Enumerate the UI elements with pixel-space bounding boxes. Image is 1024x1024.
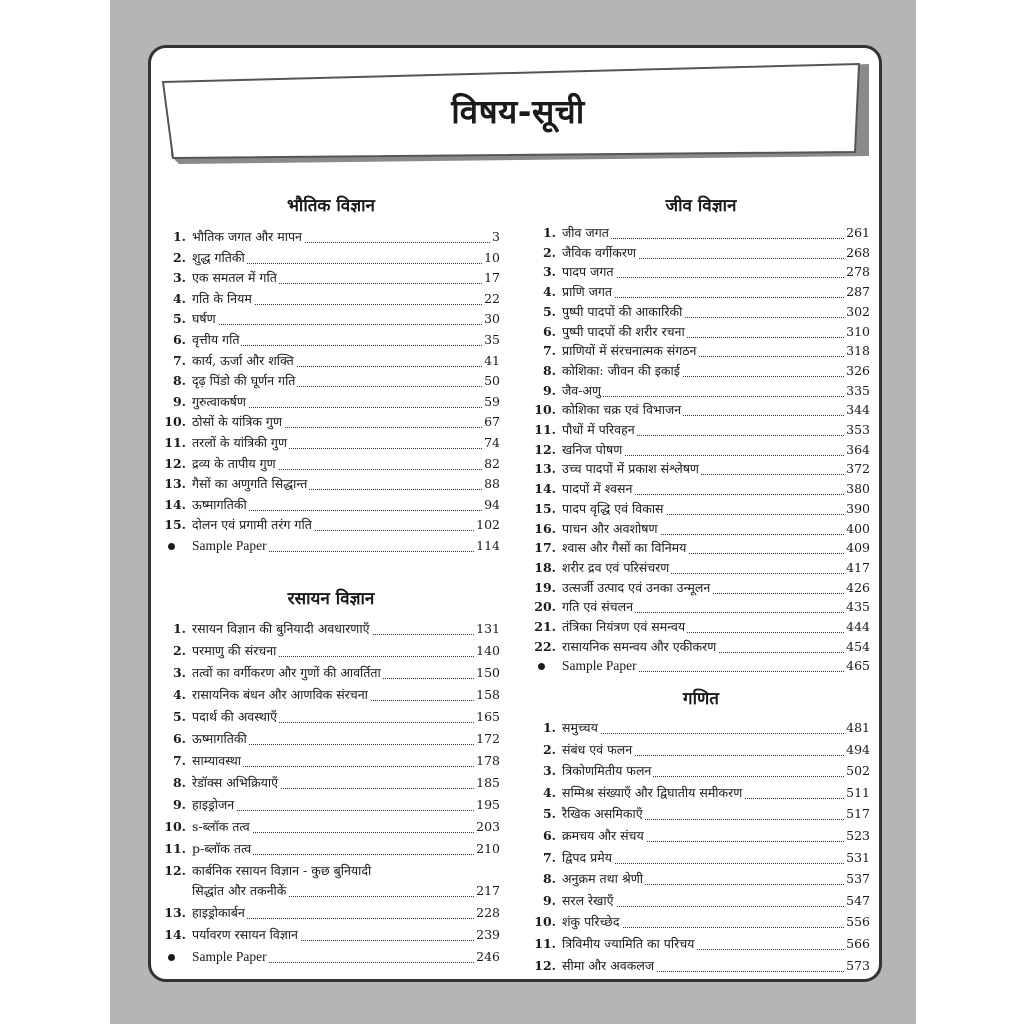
- toc-entry[interactable]: [532, 500, 870, 518]
- entry-title-line2: सिद्धांत और तकनीकें: [192, 883, 287, 898]
- toc-entry[interactable]: [162, 475, 500, 493]
- toc-entry[interactable]: [532, 719, 870, 737]
- toc-entry[interactable]: [532, 224, 870, 242]
- toc-entry[interactable]: [532, 362, 870, 380]
- entry-page: 217: [476, 883, 500, 898]
- entry-page: 140: [476, 643, 500, 658]
- entry-title: श्वास और गैसों का विनिमय: [562, 540, 687, 556]
- entry-title: जैव-अणु: [562, 382, 602, 398]
- toc-entry[interactable]: [162, 290, 500, 308]
- entry-page: 210: [476, 841, 500, 856]
- entry-number: 4.: [172, 687, 186, 702]
- entry-number: 2.: [542, 741, 556, 757]
- entry-number: 6.: [172, 731, 186, 746]
- toc-entry[interactable]: [532, 283, 870, 301]
- entry-number: 22.: [534, 638, 556, 654]
- entry-page: 67: [484, 414, 500, 430]
- entry-number: 21.: [534, 619, 556, 634]
- entry-page: 35: [484, 332, 500, 347]
- entry-page: 494: [846, 741, 870, 757]
- toc-entry-continuation[interactable]: [162, 882, 500, 900]
- toc-entry[interactable]: [532, 323, 870, 341]
- toc-entry[interactable]: [532, 870, 870, 888]
- toc-entry[interactable]: [162, 948, 500, 966]
- entry-title: Sample Paper: [562, 658, 637, 674]
- entry-page: 511: [846, 784, 870, 800]
- toc-entry[interactable]: [162, 818, 500, 836]
- entry-page: 59: [484, 393, 500, 409]
- entry-page: 400: [846, 520, 870, 536]
- toc-entry[interactable]: [162, 228, 500, 246]
- entry-page: 326: [846, 362, 870, 378]
- entry-number: 6.: [542, 828, 556, 843]
- entry-page: 465: [846, 658, 870, 674]
- entry-number: 11.: [164, 841, 186, 856]
- entry-title: जैविक वर्गीकरण: [562, 244, 637, 260]
- entry-title: p-ब्लॉक तत्व: [192, 841, 252, 856]
- entry-title: भौतिक जगत और मापन: [192, 229, 302, 244]
- entry-number: 3.: [542, 264, 556, 280]
- section-heading-maths: गणित: [683, 689, 719, 709]
- entry-title: ऊष्मागतिकी: [192, 731, 247, 746]
- entry-title: पुष्पी पादपों की शरीर रचना: [562, 323, 685, 339]
- entry-number: 4.: [172, 290, 186, 306]
- entry-title: परमाणु की संरचना: [192, 643, 277, 658]
- toc-entry[interactable]: [162, 862, 500, 880]
- entry-number: 14.: [164, 496, 186, 512]
- entry-title: दोलन एवं प्रगामी तरंग गति: [192, 517, 312, 533]
- entry-title: रसायन विज्ञान की बुनियादी अवधारणाएँ: [192, 621, 370, 636]
- entry-page: 74: [484, 435, 500, 450]
- toc-entry[interactable]: [532, 382, 870, 400]
- entry-number: 1.: [542, 225, 556, 240]
- entry-title: गैसों का अणुगति सिद्धान्त: [192, 476, 308, 492]
- entry-number: 7.: [542, 343, 556, 359]
- entry-page: 444: [846, 619, 870, 634]
- toc-entry[interactable]: [162, 516, 500, 534]
- bullet-icon: [168, 543, 175, 550]
- toc-entry[interactable]: [532, 618, 870, 636]
- bullet-icon: [538, 663, 545, 670]
- entry-title: शुद्ध गतिकी: [192, 249, 245, 265]
- entry-number: 13.: [164, 905, 186, 920]
- entry-page: 573: [846, 957, 870, 973]
- entry-page: 268: [846, 244, 870, 260]
- toc-entry[interactable]: [532, 638, 870, 656]
- toc-entry[interactable]: [162, 537, 500, 555]
- entry-page: 372: [846, 461, 870, 477]
- entry-title: गति एवं संचलन: [562, 599, 634, 615]
- toc-entry[interactable]: [532, 579, 870, 597]
- toc-entry[interactable]: [532, 741, 870, 759]
- section-heading-chemistry: रसायन विज्ञान: [287, 589, 375, 609]
- entry-number: 12.: [534, 441, 556, 457]
- entry-number: 2.: [172, 249, 186, 265]
- entry-page: 261: [846, 225, 870, 240]
- entry-number: 16.: [534, 520, 556, 536]
- toc-entry[interactable]: [532, 303, 870, 321]
- entry-page: 556: [846, 914, 870, 930]
- entry-number: 8.: [542, 871, 556, 887]
- toc-entry[interactable]: [162, 413, 500, 431]
- entry-title: कोशिका: जीवन की इकाई: [562, 362, 680, 378]
- bullet-icon: [168, 954, 175, 961]
- entry-number: 15.: [164, 517, 186, 533]
- entry-page: 150: [476, 665, 500, 680]
- entry-number: 20.: [534, 599, 556, 615]
- entry-number: 6.: [172, 332, 186, 347]
- toc-entry[interactable]: [532, 657, 870, 675]
- entry-page: 409: [846, 540, 870, 556]
- section-heading-physics: भौतिक विज्ञान: [286, 196, 375, 216]
- entry-number: 8.: [172, 373, 186, 389]
- entry-number: 4.: [542, 784, 556, 800]
- entry-number: 10.: [534, 914, 556, 930]
- toc-entry[interactable]: [532, 913, 870, 931]
- entry-number: 6.: [542, 323, 556, 339]
- entry-number: 4.: [542, 284, 556, 300]
- toc-entry[interactable]: [162, 686, 500, 704]
- entry-number: 1.: [172, 621, 186, 636]
- entry-title: शंकु परिच्छेद: [562, 914, 620, 930]
- entry-page: 41: [484, 352, 500, 368]
- entry-number: 11.: [164, 435, 186, 450]
- entry-page: 481: [846, 720, 870, 735]
- page-title: विषय-सूची: [451, 92, 585, 131]
- entry-page: 22: [484, 290, 500, 306]
- entry-number: 9.: [172, 797, 186, 812]
- toc-entry[interactable]: [532, 342, 870, 360]
- toc-entry[interactable]: [162, 904, 500, 922]
- entry-page: 502: [846, 763, 870, 779]
- toc-entry[interactable]: [162, 796, 500, 814]
- entry-title: तरलों के यांत्रिकी गुण: [192, 435, 288, 450]
- entry-title: पर्यावरण रसायन विज्ञान: [192, 927, 298, 942]
- entry-page: 17: [484, 270, 500, 286]
- entry-title: पदार्थ की अवस्थाएँ: [192, 709, 277, 724]
- toc-entry[interactable]: [162, 496, 500, 514]
- toc-entry[interactable]: [532, 539, 870, 557]
- entry-page: 158: [476, 687, 500, 702]
- entry-title: रेडॉक्स अभिक्रियाएँ: [192, 775, 279, 790]
- toc-entry[interactable]: [162, 310, 500, 328]
- entry-title: सरल रेखाएँ: [562, 892, 614, 908]
- toc-entry[interactable]: [532, 421, 870, 439]
- toc-entry[interactable]: [532, 892, 870, 910]
- toc-entry[interactable]: [532, 559, 870, 577]
- entry-page: 102: [476, 517, 500, 533]
- dot-leader: [562, 733, 870, 734]
- entry-number: 7.: [172, 352, 186, 368]
- entry-title: पादपों में श्वसन: [562, 481, 633, 497]
- entry-page: 30: [484, 311, 500, 327]
- entry-title: पाचन और अवशोषण: [562, 520, 658, 536]
- entry-page: 287: [846, 284, 870, 300]
- entry-page: 417: [846, 559, 870, 575]
- entry-page: 10: [484, 249, 500, 265]
- entry-page: 94: [484, 496, 500, 512]
- entry-number: 13.: [164, 476, 186, 492]
- entry-title: घर्षण: [192, 311, 216, 327]
- entry-title: ठोसों के यांत्रिक गुण: [192, 414, 283, 430]
- toc-entry[interactable]: [532, 244, 870, 262]
- entry-title: पौधों में परिवहन: [562, 422, 635, 437]
- entry-title: पादप जगत: [562, 264, 614, 280]
- toc-entry[interactable]: [162, 752, 500, 770]
- toc-entry[interactable]: [162, 708, 500, 726]
- entry-page: 228: [476, 905, 500, 920]
- toc-entry[interactable]: [162, 331, 500, 349]
- entry-page: 318: [846, 343, 870, 359]
- toc-entry[interactable]: [162, 642, 500, 660]
- entry-title: कार्य, ऊर्जा और शक्ति: [192, 352, 294, 368]
- entry-number: 8.: [542, 362, 556, 378]
- entry-number: 11.: [534, 936, 556, 951]
- entry-number: 17.: [534, 540, 556, 556]
- entry-title: त्रिविमीय ज्यामिति का परिचय: [562, 936, 695, 951]
- dot-leader: [562, 396, 870, 397]
- entry-number: 9.: [542, 382, 556, 398]
- entry-page: 246: [476, 949, 500, 964]
- entry-title: तंत्रिका नियंत्रण एवं समन्वय: [562, 619, 686, 634]
- entry-title: सम्मिश्र संख्याएँ और द्विघातीय समीकरण: [562, 784, 743, 800]
- toc-entry[interactable]: [532, 598, 870, 616]
- entry-title: पुष्पी पादपों की आकारिकी: [562, 303, 683, 319]
- entry-page: 566: [846, 936, 870, 951]
- entry-number: 5.: [172, 709, 186, 724]
- dot-leader: [192, 810, 500, 811]
- toc-entry[interactable]: [532, 520, 870, 538]
- toc-entry[interactable]: [162, 664, 500, 682]
- entry-page: 50: [484, 373, 500, 389]
- entry-title: प्राणि जगत: [562, 284, 613, 300]
- entry-number: 14.: [534, 481, 556, 497]
- entry-page: 3: [492, 229, 500, 244]
- entry-title: उच्च पादपों में प्रकाश संश्लेषण: [562, 461, 699, 477]
- entry-title: वृत्तीय गति: [192, 332, 240, 347]
- entry-number: 1.: [172, 229, 186, 244]
- entry-page: 523: [846, 828, 870, 843]
- entry-title: साम्यावस्था: [192, 753, 242, 768]
- entry-number: 7.: [542, 849, 556, 865]
- entry-title: कार्बनिक रसायन विज्ञान - कुछ बुनियादी: [192, 863, 372, 878]
- entry-title: अनुक्रम तथा श्रेणी: [562, 871, 643, 887]
- toc-entry[interactable]: [532, 805, 870, 823]
- entry-page: 165: [476, 709, 500, 724]
- entry-title: प्राणियों में संरचनात्मक संगठन: [562, 343, 697, 359]
- section-heading-biology: जीव विज्ञान: [665, 196, 737, 216]
- entry-number: 14.: [164, 927, 186, 942]
- toc-entry[interactable]: [532, 827, 870, 845]
- entry-page: 517: [846, 806, 870, 822]
- toc-entry[interactable]: [532, 762, 870, 780]
- entry-number: 5.: [542, 806, 556, 822]
- entry-number: 12.: [534, 957, 556, 973]
- toc-entry[interactable]: [532, 784, 870, 802]
- toc-entry[interactable]: [162, 840, 500, 858]
- entry-page: 114: [476, 538, 500, 553]
- toc-entry[interactable]: [162, 774, 500, 792]
- entry-title: s-ब्लॉक तत्व: [192, 819, 250, 834]
- entry-number: 10.: [534, 402, 556, 418]
- entry-title: शरीर द्रव एवं परिसंचरण: [562, 559, 670, 575]
- entry-number: 12.: [164, 455, 186, 471]
- toc-entry[interactable]: [532, 460, 870, 478]
- entry-page: 172: [476, 731, 500, 746]
- toc-entry[interactable]: [162, 393, 500, 411]
- entry-number: 3.: [542, 763, 556, 779]
- entry-number: 19.: [534, 579, 556, 595]
- entry-page: 344: [846, 402, 870, 418]
- entry-title: एक समतल में गति: [192, 270, 277, 286]
- entry-number: 9.: [542, 892, 556, 908]
- toc-entry[interactable]: [162, 620, 500, 638]
- entry-number: 2.: [172, 643, 186, 658]
- entry-title: पादप वृद्धि एवं विकास: [562, 500, 664, 516]
- toc-entry[interactable]: [532, 957, 870, 975]
- entry-page: 88: [484, 476, 500, 492]
- toc-entry[interactable]: [162, 926, 500, 944]
- entry-page: 203: [476, 819, 500, 834]
- entry-title: त्रिकोणमितीय फलन: [562, 763, 652, 779]
- toc-entry[interactable]: [532, 480, 870, 498]
- entry-title: खनिज पोषण: [562, 441, 623, 457]
- entry-page: 353: [846, 422, 870, 437]
- toc-entry[interactable]: [162, 372, 500, 390]
- toc-entry[interactable]: [162, 455, 500, 473]
- entry-page: 185: [476, 775, 500, 790]
- entry-page: 178: [476, 753, 500, 768]
- toc-entry[interactable]: [532, 441, 870, 459]
- entry-title: हाइड्रोकार्बन: [192, 905, 245, 920]
- entry-number: 15.: [534, 500, 556, 516]
- entry-number: 8.: [172, 775, 186, 790]
- entry-title: ऊष्मागतिकी: [192, 496, 247, 512]
- entry-number: 11.: [534, 422, 556, 437]
- entry-number: 7.: [172, 753, 186, 768]
- entry-title: Sample Paper: [192, 949, 267, 964]
- entry-page: 537: [846, 871, 870, 887]
- toc-entry[interactable]: [162, 352, 500, 370]
- entry-title: जीव जगत: [562, 225, 609, 240]
- entry-number: 5.: [172, 311, 186, 327]
- toc-entry[interactable]: [162, 249, 500, 267]
- entry-number: 3.: [172, 665, 186, 680]
- entry-number: 10.: [164, 414, 186, 430]
- toc-entry[interactable]: [162, 730, 500, 748]
- entry-page: 278: [846, 264, 870, 280]
- entry-title: दृढ़ पिंडो की घूर्णन गति: [192, 373, 296, 389]
- entry-page: 380: [846, 481, 870, 497]
- toc-entry[interactable]: [162, 434, 500, 452]
- entry-number: 5.: [542, 303, 556, 319]
- entry-number: 9.: [172, 393, 186, 409]
- toc-entry[interactable]: [532, 935, 870, 953]
- entry-page: 364: [846, 441, 870, 457]
- entry-title: रासायनिक बंधन और आणविक संरचना: [192, 687, 368, 702]
- entry-page: 310: [846, 323, 870, 339]
- entry-title: हाइड्रोजन: [192, 797, 235, 812]
- toc-entry[interactable]: [532, 849, 870, 867]
- entry-title: तत्वों का वर्गीकरण और गुणों की आवर्तिता: [192, 665, 381, 680]
- entry-title: कोशिका चक्र एवं विभाजन: [562, 402, 682, 418]
- entry-page: 454: [846, 638, 870, 654]
- entry-number: 2.: [542, 244, 556, 260]
- entry-title: उत्सर्जी उत्पाद एवं उनका उन्मूलन: [562, 579, 711, 595]
- entry-number: 13.: [534, 461, 556, 477]
- toc-entry[interactable]: [532, 401, 870, 419]
- entry-page: 82: [484, 455, 500, 471]
- toc-entry[interactable]: [532, 263, 870, 281]
- entry-title: क्रमचय और संचय: [562, 828, 644, 843]
- entry-number: 18.: [534, 559, 556, 575]
- entry-number: 12.: [164, 863, 186, 878]
- toc-entry[interactable]: [162, 269, 500, 287]
- dot-leader: [192, 324, 500, 325]
- entry-page: 195: [476, 797, 500, 812]
- entry-page: 390: [846, 500, 870, 516]
- entry-number: 3.: [172, 270, 186, 286]
- entry-number: 1.: [542, 720, 556, 735]
- entry-page: 426: [846, 579, 870, 595]
- entry-title: Sample Paper: [192, 538, 267, 553]
- entry-page: 531: [846, 849, 870, 865]
- entry-page: 239: [476, 927, 500, 942]
- entry-title: समुच्चय: [562, 720, 598, 735]
- entry-page: 302: [846, 303, 870, 319]
- entry-page: 335: [846, 382, 870, 398]
- entry-title: द्विपद प्रमेय: [562, 849, 612, 865]
- entry-title: सीमा और अवकलज: [562, 957, 655, 973]
- entry-page: 547: [846, 892, 870, 908]
- entry-title: गुरुत्वाकर्षण: [192, 393, 246, 409]
- entry-number: 10.: [164, 819, 186, 834]
- entry-title: रैखिक असमिकाएँ: [562, 806, 643, 822]
- entry-title: रासायनिक समन्वय और एकीकरण: [562, 638, 717, 654]
- entry-title: गति के नियम: [192, 290, 252, 306]
- entry-page: 435: [846, 599, 870, 615]
- entry-title: द्रव्य के तापीय गुण: [192, 455, 276, 471]
- entry-page: 131: [476, 621, 500, 636]
- entry-title: संबंध एवं फलन: [562, 741, 633, 757]
